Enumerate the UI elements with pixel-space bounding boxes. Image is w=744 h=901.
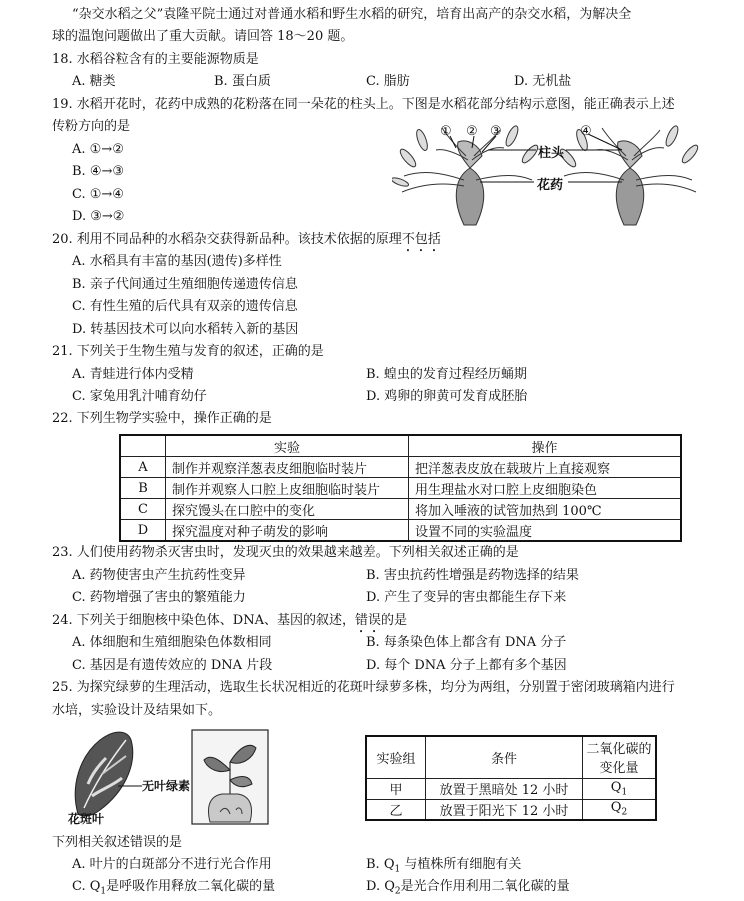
table-cell: 制作并观察人口腔上皮细胞临时装片 — [166, 478, 409, 499]
q19-option-c: C. ①→④ — [72, 187, 124, 202]
q25-option-c-text: C. Q — [72, 879, 101, 894]
q23-option-d: D. 产生了变异的害虫都能生存下来 — [366, 590, 567, 605]
table-cell-text: Q — [610, 800, 622, 816]
q18-option-a: A. 糖类 — [72, 74, 116, 89]
q25-option-b-tail: 与植株所有细胞有关 — [400, 857, 522, 872]
table-cell: A — [120, 457, 166, 478]
table-cell: 用生理盐水对口腔上皮细胞染色 — [409, 478, 682, 499]
table-cell — [583, 778, 657, 799]
q21-option-c: C. 家兔用乳汁哺育幼仔 — [72, 389, 207, 404]
q25-option-b-sub: 1 — [394, 864, 401, 875]
fig-label-variegated-leaf: 花斑叶 — [68, 812, 105, 826]
table-header-row — [120, 435, 681, 457]
q20-option-b: B. 亲子代间通过生殖细胞传递遗传信息 — [72, 277, 298, 292]
q24-option-a: A. 体细胞和生殖细胞染色体数相同 — [72, 635, 272, 650]
table-cell: D — [120, 520, 166, 542]
q25-table — [365, 735, 657, 821]
q24-stem — [52, 612, 407, 636]
q18-option-c: C. 脂肪 — [366, 74, 410, 89]
q24-stem-text: 24. 下列关于细胞核中染色体、DNA、基因的叙述， — [52, 613, 355, 628]
q25-option-a: A. 叶片的白斑部分不进行光合作用 — [72, 857, 272, 872]
table-header-cell: 操作 — [409, 435, 682, 457]
fig-label-stigma: 柱头 — [538, 146, 565, 161]
q25-stem-3: 下列相关叙述错误的是 — [52, 835, 183, 850]
intro-line-1: “杂交水稻之父”袁隆平院士通过对普通水稻和野生水稻的研究，培育出高产的杂交水稻，为解决全 — [72, 7, 632, 22]
fig-label-no-chlorophyll: 无叶绿素 — [142, 779, 191, 793]
q25-stem-1: 25. 为探究绿萝的生理活动，选取生长状况相近的花斑叶绿萝多株，均分为两组，分别置于密闭玻璃箱内进行 — [52, 680, 675, 695]
q21-option-b: B. 蝗虫的发育过程经历蛹期 — [366, 367, 527, 382]
table-cell: 把洋葱表皮放在载玻片上直接观察 — [409, 457, 682, 478]
q20-option-d: D. 转基因技术可以向水稻转入新的基因 — [72, 322, 299, 337]
table-cell: B — [120, 478, 166, 499]
q19-stem-2: 传粉方向的是 — [52, 119, 131, 134]
q24-option-c: C. 基因是有遗传效应的 DNA 片段 — [72, 658, 273, 673]
fig-label-anther: 花药 — [537, 178, 564, 193]
q24-stem-tail: 的是 — [381, 613, 408, 628]
fig-label-2: ② — [466, 124, 478, 139]
q25-option-d — [366, 878, 570, 901]
q23-option-b: B. 害虫抗药性增强是药物选择的结果 — [366, 568, 579, 583]
table-cell-subscript: 1 — [621, 787, 628, 798]
q24-option-b: B. 每条染色体上都含有 DNA 分子 — [366, 635, 567, 650]
fig-label-4: ④ — [580, 124, 592, 139]
q20-stem — [52, 231, 441, 255]
q18-stem: 18. 水稻谷粒含有的主要能源物质是 — [52, 52, 259, 67]
q23-stem: 23. 人们使用药物杀灭害虫时，发现灭虫的效果越来越差。下列相关叙述正确的是 — [52, 545, 519, 560]
table-row — [120, 478, 681, 499]
q25-stem-2: 水培，实验设计及结果如下。 — [52, 703, 222, 718]
table-cell: 放置于黑暗处 12 小时 — [426, 778, 583, 799]
q20-option-a: A. 水稻具有丰富的基因(遗传)多样性 — [72, 254, 282, 269]
fig-label-3: ③ — [490, 124, 502, 139]
q25-option-b — [366, 856, 521, 879]
q25-option-d-sub: 2 — [394, 886, 401, 897]
q21-option-a: A. 青蛙进行体内受精 — [72, 367, 194, 382]
table-header-text: 变化量 — [599, 761, 639, 777]
q18-option-b: B. 蛋白质 — [214, 74, 271, 89]
table-cell: 探究温度对种子萌发的影响 — [166, 520, 409, 542]
q23-option-a: A. 药物使害虫产生抗药性变异 — [72, 568, 246, 583]
q23-option-c: C. 药物增强了害虫的繁殖能力 — [72, 590, 246, 605]
q19-option-d: D. ③→② — [72, 209, 125, 224]
table-cell — [583, 799, 657, 820]
q24-option-d: D. 每个 DNA 分子上都有多个基因 — [366, 658, 567, 673]
table-cell: 甲 — [366, 778, 426, 799]
q25-option-c-tail: 是呼吸作用释放二氧化碳的量 — [106, 879, 276, 894]
table-row — [120, 457, 681, 478]
table-header-cell — [583, 736, 657, 778]
table-header-cell: 实验 — [166, 435, 409, 457]
table-header-row — [366, 736, 656, 778]
variegated-leaf-icon — [75, 732, 133, 816]
table-row — [120, 499, 681, 520]
q24-stem-emphasis: 错误 — [355, 613, 382, 628]
q19-stem-1: 19. 水稻开花时，花药中成熟的花粉落在同一朵花的柱头上。下图是水稻花部分结构示意图，能正确表示上述 — [52, 97, 675, 112]
q22-table — [119, 434, 682, 542]
table-cell: 放置于阳光下 12 小时 — [426, 799, 583, 820]
table-cell-text: Q — [610, 779, 622, 795]
left-flower-figure — [392, 124, 540, 225]
q25-option-c — [72, 878, 275, 901]
q20-stem-emphasis: 不包括 — [401, 232, 441, 247]
intro-line-2: 球的温饱问题做出了重大贡献。请回答 18～20 题。 — [52, 29, 354, 44]
q25-option-d-tail: 是光合作用利用二氧化碳的量 — [400, 879, 570, 894]
table-cell: 制作并观察洋葱表皮细胞临时装片 — [166, 457, 409, 478]
q20-stem-text: 20. 利用不同品种的水稻杂交获得新品种。该技术依据的原理 — [52, 232, 402, 247]
q25-option-d-text: D. Q — [366, 879, 395, 894]
q25-option-c-sub: 1 — [100, 886, 107, 897]
table-cell: 将加入唾液的试管加热到 100℃ — [409, 499, 682, 520]
q20-option-c: C. 有性生殖的后代具有双亲的遗传信息 — [72, 299, 298, 314]
q18-option-d: D. 无机盐 — [514, 74, 572, 89]
table-row — [366, 778, 656, 799]
table-cell-subscript: 2 — [621, 808, 628, 819]
q22-stem: 22. 下列生物学实验中，操作正确的是 — [52, 411, 272, 426]
table-cell: 乙 — [366, 799, 426, 820]
q25-option-b-text: B. Q — [366, 857, 395, 872]
table-row — [366, 799, 656, 820]
q19-option-a: A. ①→② — [72, 142, 124, 157]
table-header-cell: 实验组 — [366, 736, 426, 778]
q19-option-b: B. ④→③ — [72, 164, 125, 179]
right-flower-figure — [558, 124, 700, 225]
table-header-cell — [120, 435, 166, 457]
table-row — [120, 520, 681, 542]
table-cell: 探究馒头在口腔中的变化 — [166, 499, 409, 520]
table-cell: 设置不同的实验温度 — [409, 520, 682, 542]
table-header-text: 二氧化碳的 — [586, 742, 652, 758]
q21-stem: 21. 下列关于生物生殖与发育的叙述，正确的是 — [52, 344, 324, 359]
table-cell: C — [120, 499, 166, 520]
fig-label-1: ① — [440, 124, 452, 139]
table-header-cell: 条件 — [426, 736, 583, 778]
glass-box-with-plant — [192, 730, 268, 824]
q21-option-d: D. 鸡卵的卵黄可发育成胚胎 — [366, 389, 528, 404]
